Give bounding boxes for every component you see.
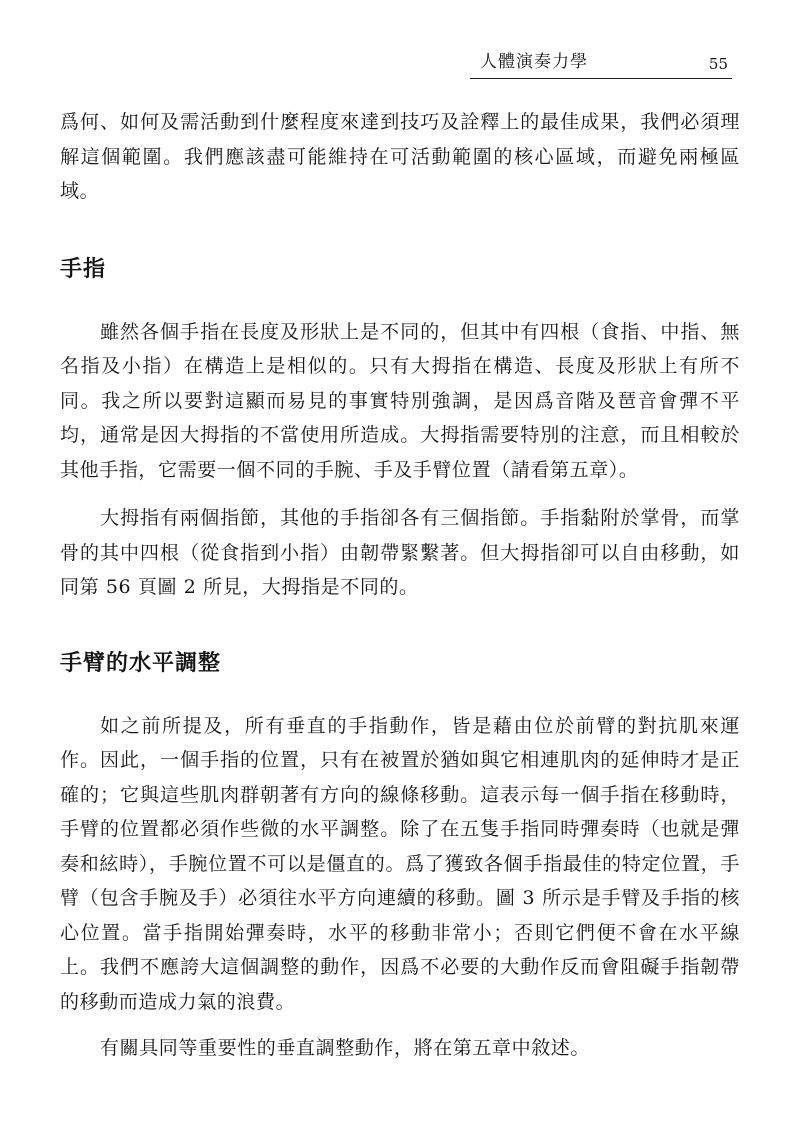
section-heading-arm-horizontal-adjustment: 手臂的水平調整 bbox=[60, 650, 222, 676]
arm-paragraph-2: 有關具同等重要性的垂直調整動作，將在第五章中敘述。 bbox=[100, 1037, 591, 1059]
intro-paragraph: 爲何、如何及需活動到什麼程度來達到技巧及詮釋上的最佳成果，我們必須理解這個範圍。我們應該盡可能維持在可活動範圍的核心區域，而避免兩極區域。 bbox=[60, 111, 740, 202]
running-title: 人體演奏力學 bbox=[480, 52, 588, 72]
fingers-paragraph-1: 雖然各個手指在長度及形狀上是不同的，但其中有四根（食指、中指、無名指及小指）在構造上是相似的。只有大拇指在構造、長度及形狀上有所不同。我之所以要對這顯而易見的事實特別強調，是因爲音階及琶音會彈不平均，通常是因大拇指的不當使用所造成。大拇指需要特別的注意，而且相較於其他手指，它需要一個不同的手腕、手及手臂位置（請看第五章）。 bbox=[60, 320, 740, 481]
page-number: 55 bbox=[708, 55, 728, 73]
fingers-paragraph-2: 大拇指有兩個指節，其他的手指卻各有三個指節。手指黏附於掌骨，而掌骨的其中四根（從食指到小指）由韌帶緊繫著。但大拇指卻可以自由移動，如同第 56 頁圖 2 所見，大拇指是不同的。 bbox=[60, 507, 740, 598]
section-heading-fingers: 手指 bbox=[60, 256, 107, 282]
arm-paragraph-1: 如之前所提及，所有垂直的手指動作，皆是藉由位於前臂的對抗肌來運作。因此，一個手指的位置，只有在被置於猶如與它相連肌肉的延伸時才是正確的；它與這些肌肉群朝著有方向的線條移動。這表示每一個手指在移動時，手臂的位置都必須作些微的水平調整。除了在五隻手指同時彈奏時（也就是彈奏和絃時），手腕位置不可以是僵直的。爲了獲致各個手指最佳的特定位置，手臂（包含手腕及手）必須往水平方向連續的移動。圖 3 所示是手臂及手指的核心位置。當手指開始彈奏時，水平的移動非常小；否則它們便不會在水平線上。我們不應誇大這個調整的動作，因爲不必要的大動作反而會阻礙手指韌帶的移動而造成力氣的浪費。 bbox=[60, 714, 740, 1013]
running-header bbox=[470, 50, 732, 79]
page-body bbox=[60, 105, 740, 1066]
